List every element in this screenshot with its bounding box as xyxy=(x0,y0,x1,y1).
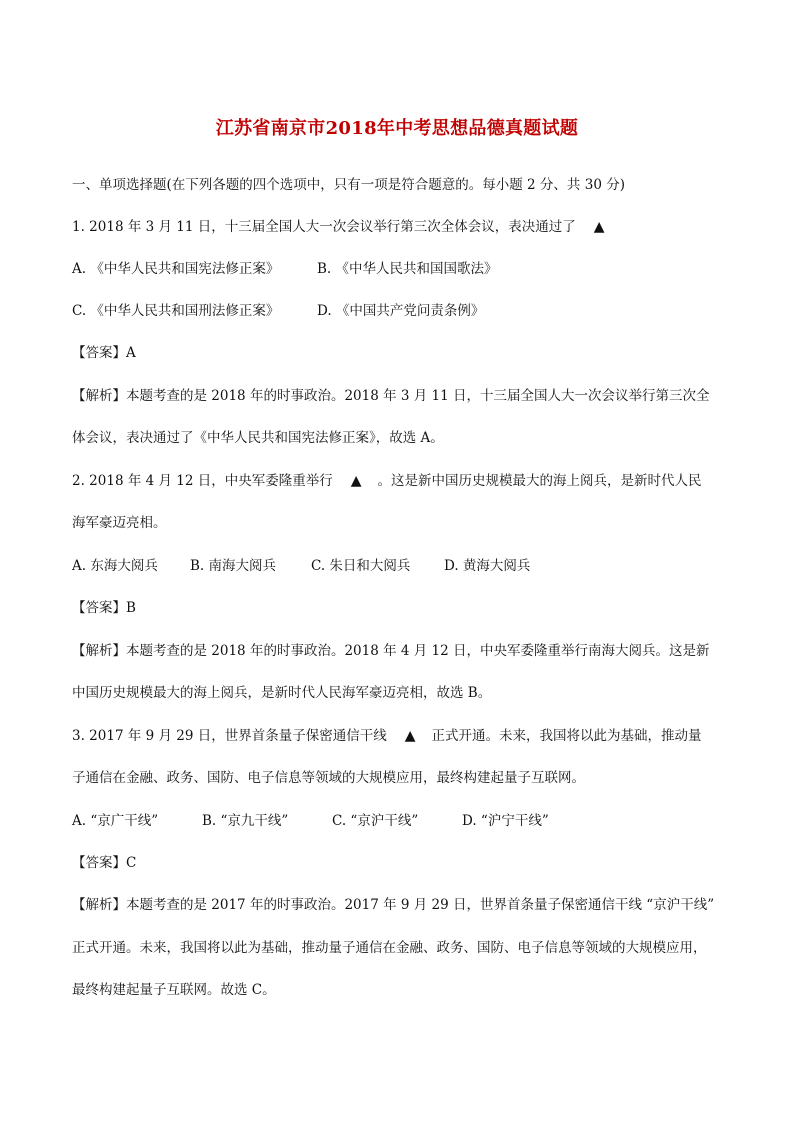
document-title: 江苏省南京市2018年中考思想品德真题试题 xyxy=(215,118,579,139)
question-1-options-row-2 xyxy=(72,301,722,321)
question-1-stem-text: 1. 2018 年 3 月 11 日，十三届全国人大一次会议举行第三次全体会议，表决通过了 xyxy=(72,219,576,235)
question-2-option-d: D. 黄海大阅兵 xyxy=(444,558,531,574)
question-1-option-b: B. 《中华人民共和国国歌法》 xyxy=(317,261,498,277)
question-2-analysis-line-1: 【解析】本题考查的是 2018 年的时事政治。2018 年 4 月 12 日，中央军委隆重举行南海大阅兵。这是新 xyxy=(72,643,710,659)
question-3-option-b: B. “京九干线” xyxy=(202,813,289,829)
question-1-option-c: C. 《中华人民共和国刑法修正案》 xyxy=(72,303,280,319)
question-2-analysis-line-2: 中国历史规模最大的海上阅兵，是新时代人民海军豪迈亮相，故选 B。 xyxy=(72,685,492,701)
question-2-stem-text-after: 。这是新中国历史规模最大的海上阅兵，是新时代人民 xyxy=(377,473,702,489)
question-1-analysis-line-2: 体会议，表决通过了《中华人民共和国宪法修正案》，故选 A。 xyxy=(72,430,444,446)
question-3-option-d: D. “沪宁干线” xyxy=(462,813,549,829)
question-3-stem-text: 3. 2017 年 9 月 29 日，世界首条量子保密通信干线 xyxy=(72,728,387,744)
question-1-stem xyxy=(72,217,722,237)
question-3-option-a: A. “京广干线” xyxy=(72,813,159,829)
question-3-stem xyxy=(72,726,722,746)
question-3-stem-line-2: 子通信在金融、政务、国防、电子信息等领域的大规模应用，最终构建起量子互联网。 xyxy=(72,770,585,786)
question-2-options xyxy=(72,556,722,576)
question-3-analysis-line-1: 【解析】本题考查的是 2017 年的时事政治。2017 年 9 月 29 日，世界首条量子保密通信干线 “京沪干线” xyxy=(72,897,715,913)
question-2-stem-line-2: 海军豪迈亮相。 xyxy=(72,515,167,531)
question-2-stem xyxy=(72,471,722,491)
question-2-option-b: B. 南海大阅兵 xyxy=(190,558,277,574)
question-3-stem-text-after: 正式开通。未来，我国将以此为基础，推动量 xyxy=(431,728,702,744)
question-2-answer: 【答案】B xyxy=(72,600,136,616)
question-3-options xyxy=(72,811,722,831)
question-3-analysis-line-3: 最终构建起量子互联网。故选 C。 xyxy=(72,982,276,998)
question-1-options-row-1 xyxy=(72,259,722,279)
question-2-stem-text: 2. 2018 年 4 月 12 日，中央军委隆重举行 xyxy=(72,473,333,489)
question-3-answer: 【答案】C xyxy=(72,855,137,871)
blank-triangle-icon: ▲ xyxy=(593,219,605,235)
question-1-option-d: D. 《中国共产党问责条例》 xyxy=(317,303,485,319)
question-1-option-a: A. 《中华人民共和国宪法修正案》 xyxy=(72,261,280,277)
question-3-option-c: C. “京沪干线” xyxy=(332,813,419,829)
blank-triangle-icon: ▲ xyxy=(350,473,362,489)
section-header: 一、单项选择题(在下列各题的四个选项中，只有一项是符合题意的。每小题 2 分、共 30 分) xyxy=(72,177,625,193)
blank-triangle-icon: ▲ xyxy=(404,728,416,744)
question-1-analysis-line-1: 【解析】本题考查的是 2018 年的时事政治。2018 年 3 月 11 日，十三届全国人大一次会议举行第三次全 xyxy=(72,388,710,404)
question-2-option-a: A. 东海大阅兵 xyxy=(72,558,158,574)
question-2-option-c: C. 朱日和大阅兵 xyxy=(311,558,411,574)
question-1-answer: 【答案】A xyxy=(72,345,136,361)
question-3-analysis-line-2: 正式开通。未来，我国将以此为基础，推动量子通信在金融、政务、国防、电子信息等领域的大规模应用， xyxy=(72,940,707,956)
